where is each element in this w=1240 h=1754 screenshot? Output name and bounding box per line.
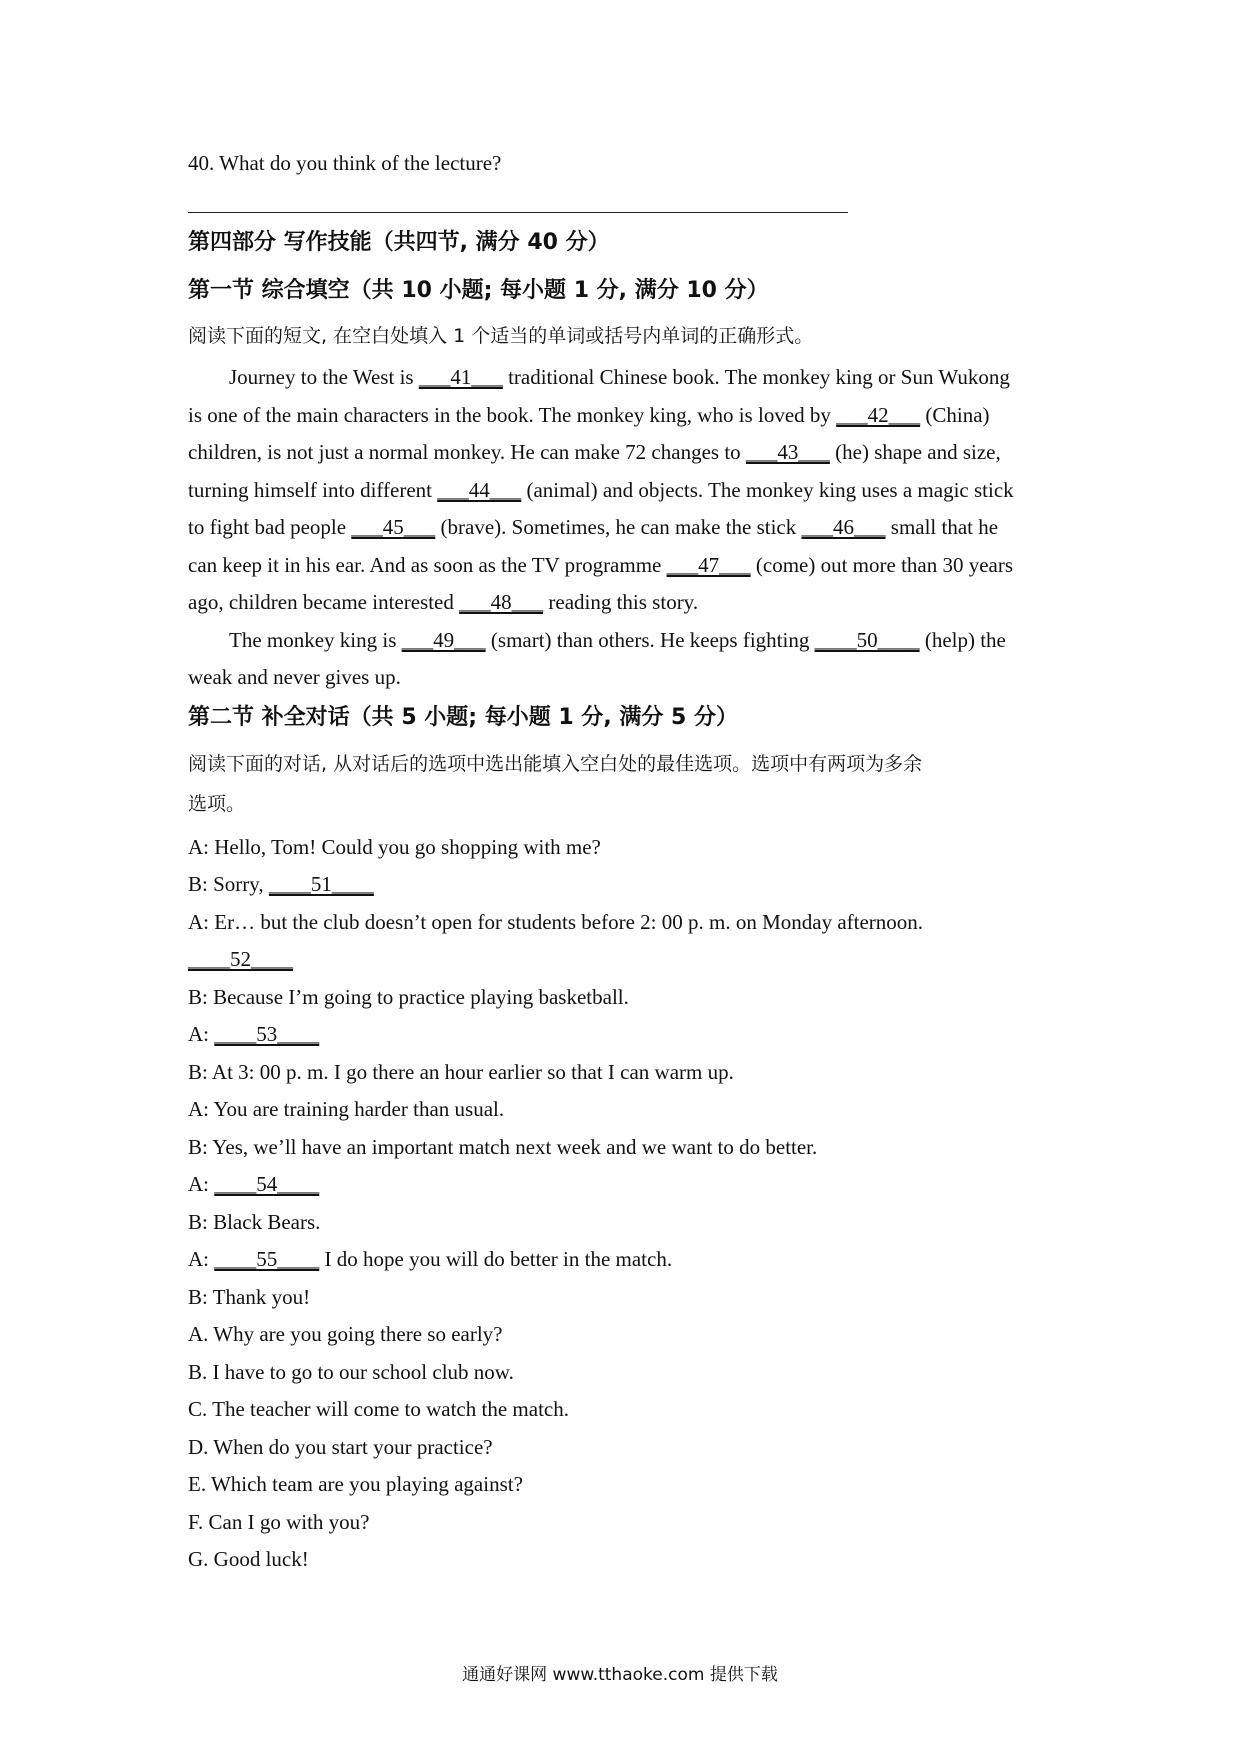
- passage-text: small that he: [885, 515, 999, 539]
- section1-heading: [188, 276, 769, 306]
- dialogue-text: B: Sorry,: [188, 872, 269, 896]
- blank-42: ___42___: [836, 403, 921, 427]
- dialogue-text: A:: [188, 1172, 215, 1196]
- passage-text: (come) out more than 30 years: [750, 553, 1014, 577]
- blank-41: ___41___: [418, 365, 503, 389]
- passage-line: [188, 475, 1014, 505]
- blank-50: ____50____: [814, 628, 920, 652]
- dialogue-text: A:: [188, 1022, 215, 1046]
- section2-heading: [188, 703, 738, 733]
- blank-47: ___47___: [666, 553, 751, 577]
- option-b: B. I have to go to our school club now.: [188, 1360, 514, 1384]
- question-40: 40. What do you think of the lecture?: [188, 151, 502, 175]
- section1-heading-text: 第一节 综合填空（共 10 小题; 每小题 1 分, 满分 10 分）: [188, 278, 769, 303]
- passage-text: ago, children became interested: [188, 590, 460, 614]
- dialogue-text: A:: [188, 1247, 215, 1271]
- section2-instruction: 选项。: [188, 793, 246, 815]
- option-c: C. The teacher will come to watch the match.: [188, 1397, 569, 1421]
- blank-53: ____53____: [214, 1022, 320, 1046]
- dialogue-line: [188, 1244, 672, 1274]
- passage-line: [188, 400, 990, 430]
- passage-line: [229, 625, 1006, 655]
- passage-text: (animal) and objects. The monkey king uses a magic stick: [521, 478, 1014, 502]
- passage-text: (smart) than others. He keeps fighting: [485, 628, 815, 652]
- dialogue-line: B: Thank you!: [188, 1285, 311, 1309]
- blank-44: ___44___: [437, 478, 522, 502]
- passage-line: [188, 550, 1013, 580]
- section2-heading-text: 第二节 补全对话（共 5 小题; 每小题 1 分, 满分 5 分）: [188, 705, 739, 730]
- passage-text: is one of the main characters in the book. The monkey king, who is loved by: [188, 403, 837, 427]
- passage-line: [188, 437, 1001, 467]
- option-a: A. Why are you going there so early?: [188, 1322, 503, 1346]
- dialogue-line: [188, 944, 293, 974]
- blank-54: ____54____: [214, 1172, 320, 1196]
- blank-48: ___48___: [459, 590, 544, 614]
- blank-45: ___45___: [351, 515, 436, 539]
- passage-line: [188, 587, 698, 617]
- blank-43: ___43___: [745, 440, 830, 464]
- dialogue-line: B: Black Bears.: [188, 1210, 321, 1234]
- blank-52: ____52____: [188, 947, 293, 971]
- passage-line: [188, 512, 998, 542]
- blank-49: ___49___: [401, 628, 486, 652]
- dialogue-line: [188, 869, 374, 899]
- passage-text: traditional Chinese book. The monkey king or Sun Wukong: [502, 365, 1010, 389]
- passage-text: The monkey king is: [229, 628, 402, 652]
- passage-line: weak and never gives up.: [188, 665, 401, 689]
- section2-instruction: 阅读下面的对话, 从对话后的选项中选出能填入空白处的最佳选项。选项中有两项为多余: [188, 753, 923, 775]
- option-d: D. When do you start your practice?: [188, 1435, 493, 1459]
- passage-text: (he) shape and size,: [829, 440, 1001, 464]
- dialogue-line: B: Yes, we’ll have an important match next week and we want to do better.: [188, 1135, 818, 1159]
- part4-heading: [188, 228, 610, 258]
- passage-text: to fight bad people: [188, 515, 352, 539]
- dialogue-line: [188, 1019, 319, 1049]
- option-e: E. Which team are you playing against?: [188, 1472, 523, 1496]
- passage-text: can keep it in his ear. And as soon as the TV programme: [188, 553, 667, 577]
- blank-51: ____51____: [268, 872, 374, 896]
- passage-line: [229, 362, 1010, 392]
- dialogue-line: A: You are training harder than usual.: [188, 1097, 505, 1121]
- passage-text: turning himself into different: [188, 478, 438, 502]
- dialogue-line: B: At 3: 00 p. m. I go there an hour earlier so that I can warm up.: [188, 1060, 734, 1084]
- dialogue-line: A: Er… but the club doesn’t open for students before 2: 00 p. m. on Monday afternoon.: [188, 910, 924, 934]
- dialogue-line: B: Because I’m going to practice playing basketball.: [188, 985, 629, 1009]
- passage-text: (help) the: [919, 628, 1006, 652]
- option-g: G. Good luck!: [188, 1547, 309, 1571]
- footer-watermark: 通通好课网 www.tthaoke.com 提供下载: [462, 1665, 778, 1685]
- passage-text: Journey to the West is: [229, 365, 419, 389]
- part4-heading-text: 第四部分 写作技能（共四节, 满分 40 分）: [188, 230, 610, 255]
- blank-46: ___46___: [801, 515, 886, 539]
- passage-text: (brave). Sometimes, he can make the stick: [435, 515, 802, 539]
- dialogue-text: I do hope you will do better in the match.: [319, 1247, 673, 1271]
- dialogue-line: [188, 1169, 319, 1199]
- passage-text: children, is not just a normal monkey. He can make 72 changes to: [188, 440, 746, 464]
- passage-text: reading this story.: [543, 590, 699, 614]
- passage-text: (China): [920, 403, 990, 427]
- option-f: F. Can I go with you?: [188, 1510, 370, 1534]
- dialogue-line: A: Hello, Tom! Could you go shopping with me?: [188, 835, 601, 859]
- answer-line: [188, 212, 848, 213]
- blank-55: ____55____: [214, 1247, 320, 1271]
- section1-instruction: 阅读下面的短文, 在空白处填入 1 个适当的单词或括号内单词的正确形式。: [188, 325, 814, 347]
